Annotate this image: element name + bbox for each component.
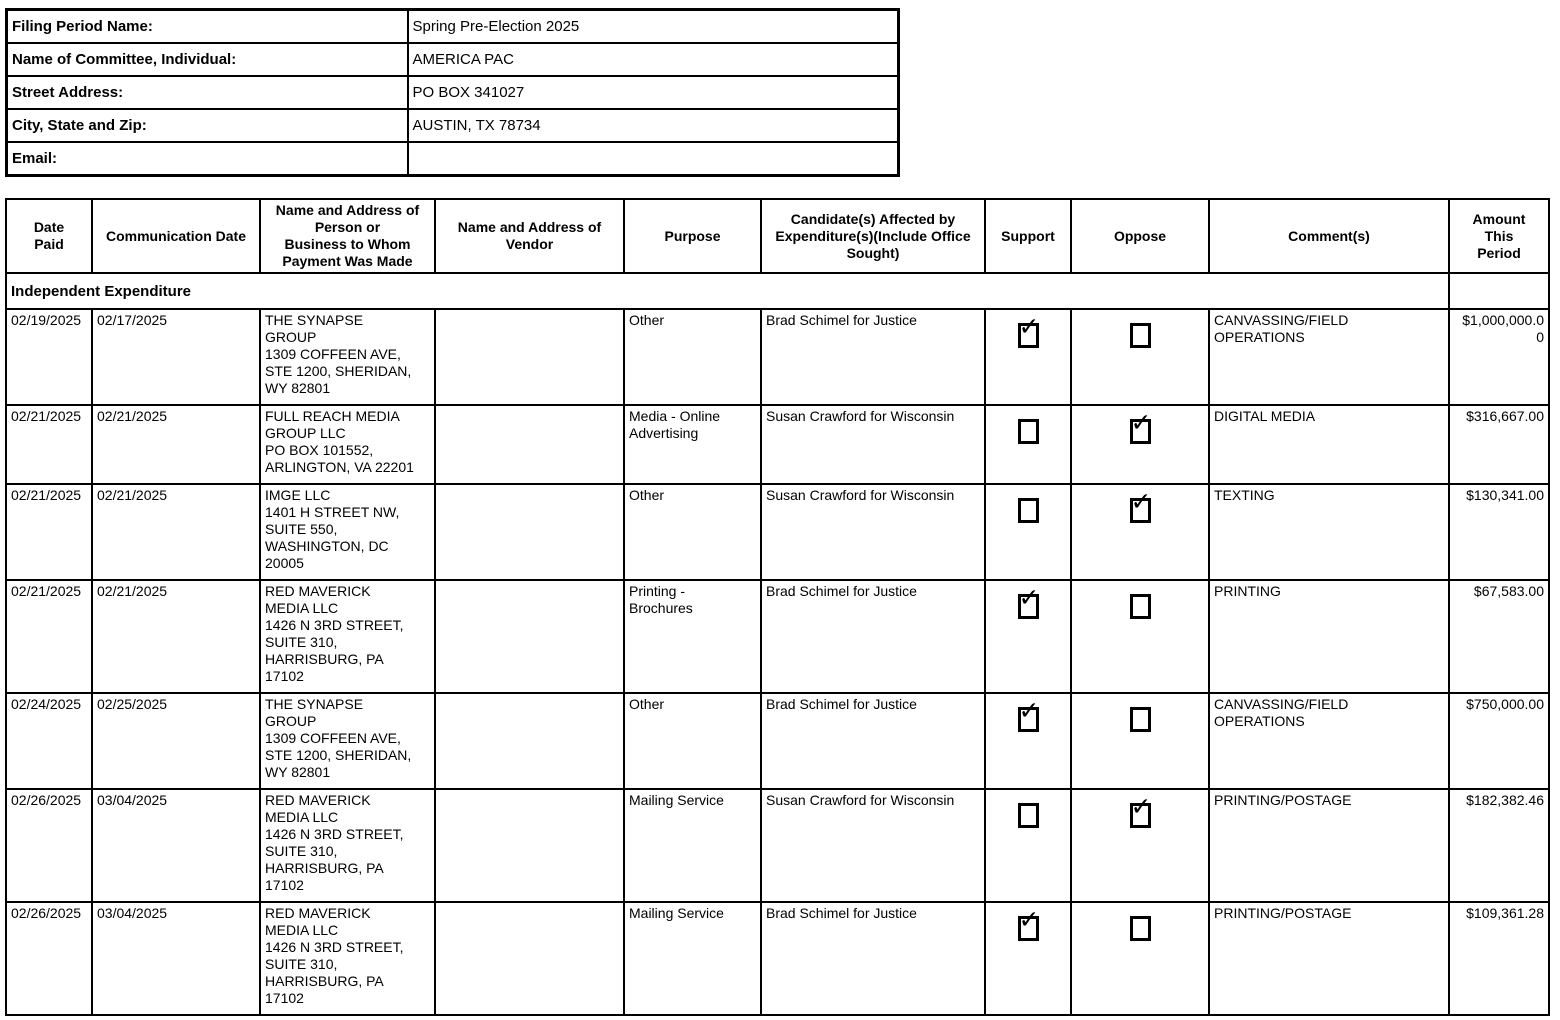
date-paid-cell: 02/19/2025 (6, 309, 92, 405)
amount-cell: $182,382.46 (1449, 789, 1549, 902)
col-header-oppose: Oppose (1071, 199, 1209, 273)
payee-cell: RED MAVERICK MEDIA LLC 1426 N 3RD STREET, SUITE 310, HARRISBURG, PA 17102 (260, 580, 435, 693)
payee-cell: THE SYNAPSE GROUP 1309 COFFEEN AVE, STE 1200, SHERIDAN, WY 82801 (260, 309, 435, 405)
vendor-cell (435, 309, 624, 405)
purpose-cell: Printing - Brochures (624, 580, 761, 693)
expenditure-row-6 (6, 789, 1549, 902)
support-checkbox (1018, 323, 1039, 348)
purpose-cell: Mailing Service (624, 902, 761, 1015)
oppose-cell (1071, 902, 1209, 1015)
expenditure-row-7 (6, 902, 1549, 1015)
communication-date-cell: 03/04/2025 (92, 789, 260, 902)
vendor-cell (435, 405, 624, 484)
purpose-cell: Other (624, 693, 761, 789)
date-paid-cell: 02/26/2025 (6, 902, 92, 1015)
oppose-checkbox (1130, 803, 1151, 828)
support-checkbox (1018, 916, 1039, 941)
oppose-cell (1071, 693, 1209, 789)
expenditure-row-3 (6, 484, 1549, 580)
comments-cell: PRINTING/POSTAGE (1209, 902, 1449, 1015)
communication-date-cell: 02/21/2025 (92, 405, 260, 484)
oppose-checkbox (1130, 498, 1151, 523)
support-checkbox (1018, 803, 1039, 828)
comments-cell: CANVASSING/FIELD OPERATIONS (1209, 309, 1449, 405)
section-label: Independent Expenditure (6, 273, 1449, 309)
communication-date-cell: 02/17/2025 (92, 309, 260, 405)
col-header-support: Support (985, 199, 1071, 273)
candidate-cell: Brad Schimel for Justice (761, 693, 985, 789)
amount-cell: $109,361.28 (1449, 902, 1549, 1015)
candidate-cell: Brad Schimel for Justice (761, 309, 985, 405)
oppose-checkbox (1130, 707, 1151, 732)
purpose-cell: Other (624, 484, 761, 580)
payee-cell: IMGE LLC 1401 H STREET NW, SUITE 550, WASHINGTON, DC 20005 (260, 484, 435, 580)
vendor-cell (435, 580, 624, 693)
filing-period-label: Filing Period Name: (7, 10, 408, 44)
purpose-cell: Mailing Service (624, 789, 761, 902)
support-cell (985, 789, 1071, 902)
comments-cell: DIGITAL MEDIA (1209, 405, 1449, 484)
amount-cell: $130,341.00 (1449, 484, 1549, 580)
communication-date-cell: 03/04/2025 (92, 902, 260, 1015)
communication-date-cell: 02/21/2025 (92, 484, 260, 580)
vendor-cell (435, 902, 624, 1015)
email-value (408, 142, 899, 176)
support-checkbox (1018, 707, 1039, 732)
city-state-zip-row (7, 109, 899, 142)
oppose-checkbox (1130, 323, 1151, 348)
support-cell (985, 484, 1071, 580)
expenditure-row-4 (6, 580, 1549, 693)
amount-cell: $1,000,000.00 (1449, 309, 1549, 405)
comments-cell: TEXTING (1209, 484, 1449, 580)
oppose-cell (1071, 484, 1209, 580)
amount-cell: $316,667.00 (1449, 405, 1549, 484)
date-paid-cell: 02/26/2025 (6, 789, 92, 902)
support-cell (985, 405, 1071, 484)
candidate-cell: Susan Crawford for Wisconsin (761, 405, 985, 484)
email-row (7, 142, 899, 176)
col-header-purpose: Purpose (624, 199, 761, 273)
city-state-zip-value: AUSTIN, TX 78734 (408, 109, 899, 142)
street-address-value: PO BOX 341027 (408, 76, 899, 109)
vendor-cell (435, 693, 624, 789)
expenditure-row-5 (6, 693, 1549, 789)
support-cell (985, 580, 1071, 693)
section-row (6, 273, 1549, 309)
oppose-cell (1071, 789, 1209, 902)
city-state-zip-label: City, State and Zip: (7, 109, 408, 142)
section-amount-cell (1449, 273, 1549, 309)
support-cell (985, 693, 1071, 789)
candidate-cell: Brad Schimel for Justice (761, 902, 985, 1015)
payee-cell: RED MAVERICK MEDIA LLC 1426 N 3RD STREET, SUITE 310, HARRISBURG, PA 17102 (260, 902, 435, 1015)
purpose-cell: Media - Online Advertising (624, 405, 761, 484)
support-checkbox (1018, 498, 1039, 523)
expenditure-header-row (6, 199, 1549, 273)
expenditure-row-1 (6, 309, 1549, 405)
oppose-checkbox (1130, 594, 1151, 619)
purpose-cell: Other (624, 309, 761, 405)
committee-name-label: Name of Committee, Individual: (7, 43, 408, 76)
filing-info-table (5, 8, 900, 177)
payee-cell: THE SYNAPSE GROUP 1309 COFFEEN AVE, STE 1200, SHERIDAN, WY 82801 (260, 693, 435, 789)
date-paid-cell: 02/24/2025 (6, 693, 92, 789)
col-header-comments: Comment(s) (1209, 199, 1449, 273)
oppose-checkbox (1130, 916, 1151, 941)
candidate-cell: Susan Crawford for Wisconsin (761, 789, 985, 902)
col-header-date-paid: Date Paid (6, 199, 92, 273)
vendor-cell (435, 484, 624, 580)
email-label: Email: (7, 142, 408, 176)
col-header-vendor: Name and Address of Vendor (435, 199, 624, 273)
payee-cell: FULL REACH MEDIA GROUP LLC PO BOX 101552, ARLINGTON, VA 22201 (260, 405, 435, 484)
date-paid-cell: 02/21/2025 (6, 580, 92, 693)
oppose-cell (1071, 580, 1209, 693)
filing-period-value: Spring Pre-Election 2025 (408, 10, 899, 44)
oppose-checkbox (1130, 419, 1151, 444)
candidate-cell: Brad Schimel for Justice (761, 580, 985, 693)
communication-date-cell: 02/21/2025 (92, 580, 260, 693)
date-paid-cell: 02/21/2025 (6, 484, 92, 580)
expenditure-table (5, 198, 1550, 1016)
support-cell (985, 309, 1071, 405)
street-address-label: Street Address: (7, 76, 408, 109)
col-header-candidate: Candidate(s) Affected by Expenditure(s)(Include Office Sought) (761, 199, 985, 273)
comments-cell: CANVASSING/FIELD OPERATIONS (1209, 693, 1449, 789)
col-header-payee: Name and Address of Person or Business to Whom Payment Was Made (260, 199, 435, 273)
expenditure-row-2 (6, 405, 1549, 484)
amount-cell: $67,583.00 (1449, 580, 1549, 693)
filing-period-row (7, 10, 899, 44)
committee-name-row (7, 43, 899, 76)
support-cell (985, 902, 1071, 1015)
amount-cell: $750,000.00 (1449, 693, 1549, 789)
comments-cell: PRINTING (1209, 580, 1449, 693)
oppose-cell (1071, 405, 1209, 484)
col-header-amount: Amount This Period (1449, 199, 1549, 273)
payee-cell: RED MAVERICK MEDIA LLC 1426 N 3RD STREET, SUITE 310, HARRISBURG, PA 17102 (260, 789, 435, 902)
candidate-cell: Susan Crawford for Wisconsin (761, 484, 985, 580)
col-header-communication-date: Communication Date (92, 199, 260, 273)
date-paid-cell: 02/21/2025 (6, 405, 92, 484)
committee-name-value: AMERICA PAC (408, 43, 899, 76)
oppose-cell (1071, 309, 1209, 405)
communication-date-cell: 02/25/2025 (92, 693, 260, 789)
comments-cell: PRINTING/POSTAGE (1209, 789, 1449, 902)
support-checkbox (1018, 594, 1039, 619)
street-address-row (7, 76, 899, 109)
support-checkbox (1018, 419, 1039, 444)
vendor-cell (435, 789, 624, 902)
